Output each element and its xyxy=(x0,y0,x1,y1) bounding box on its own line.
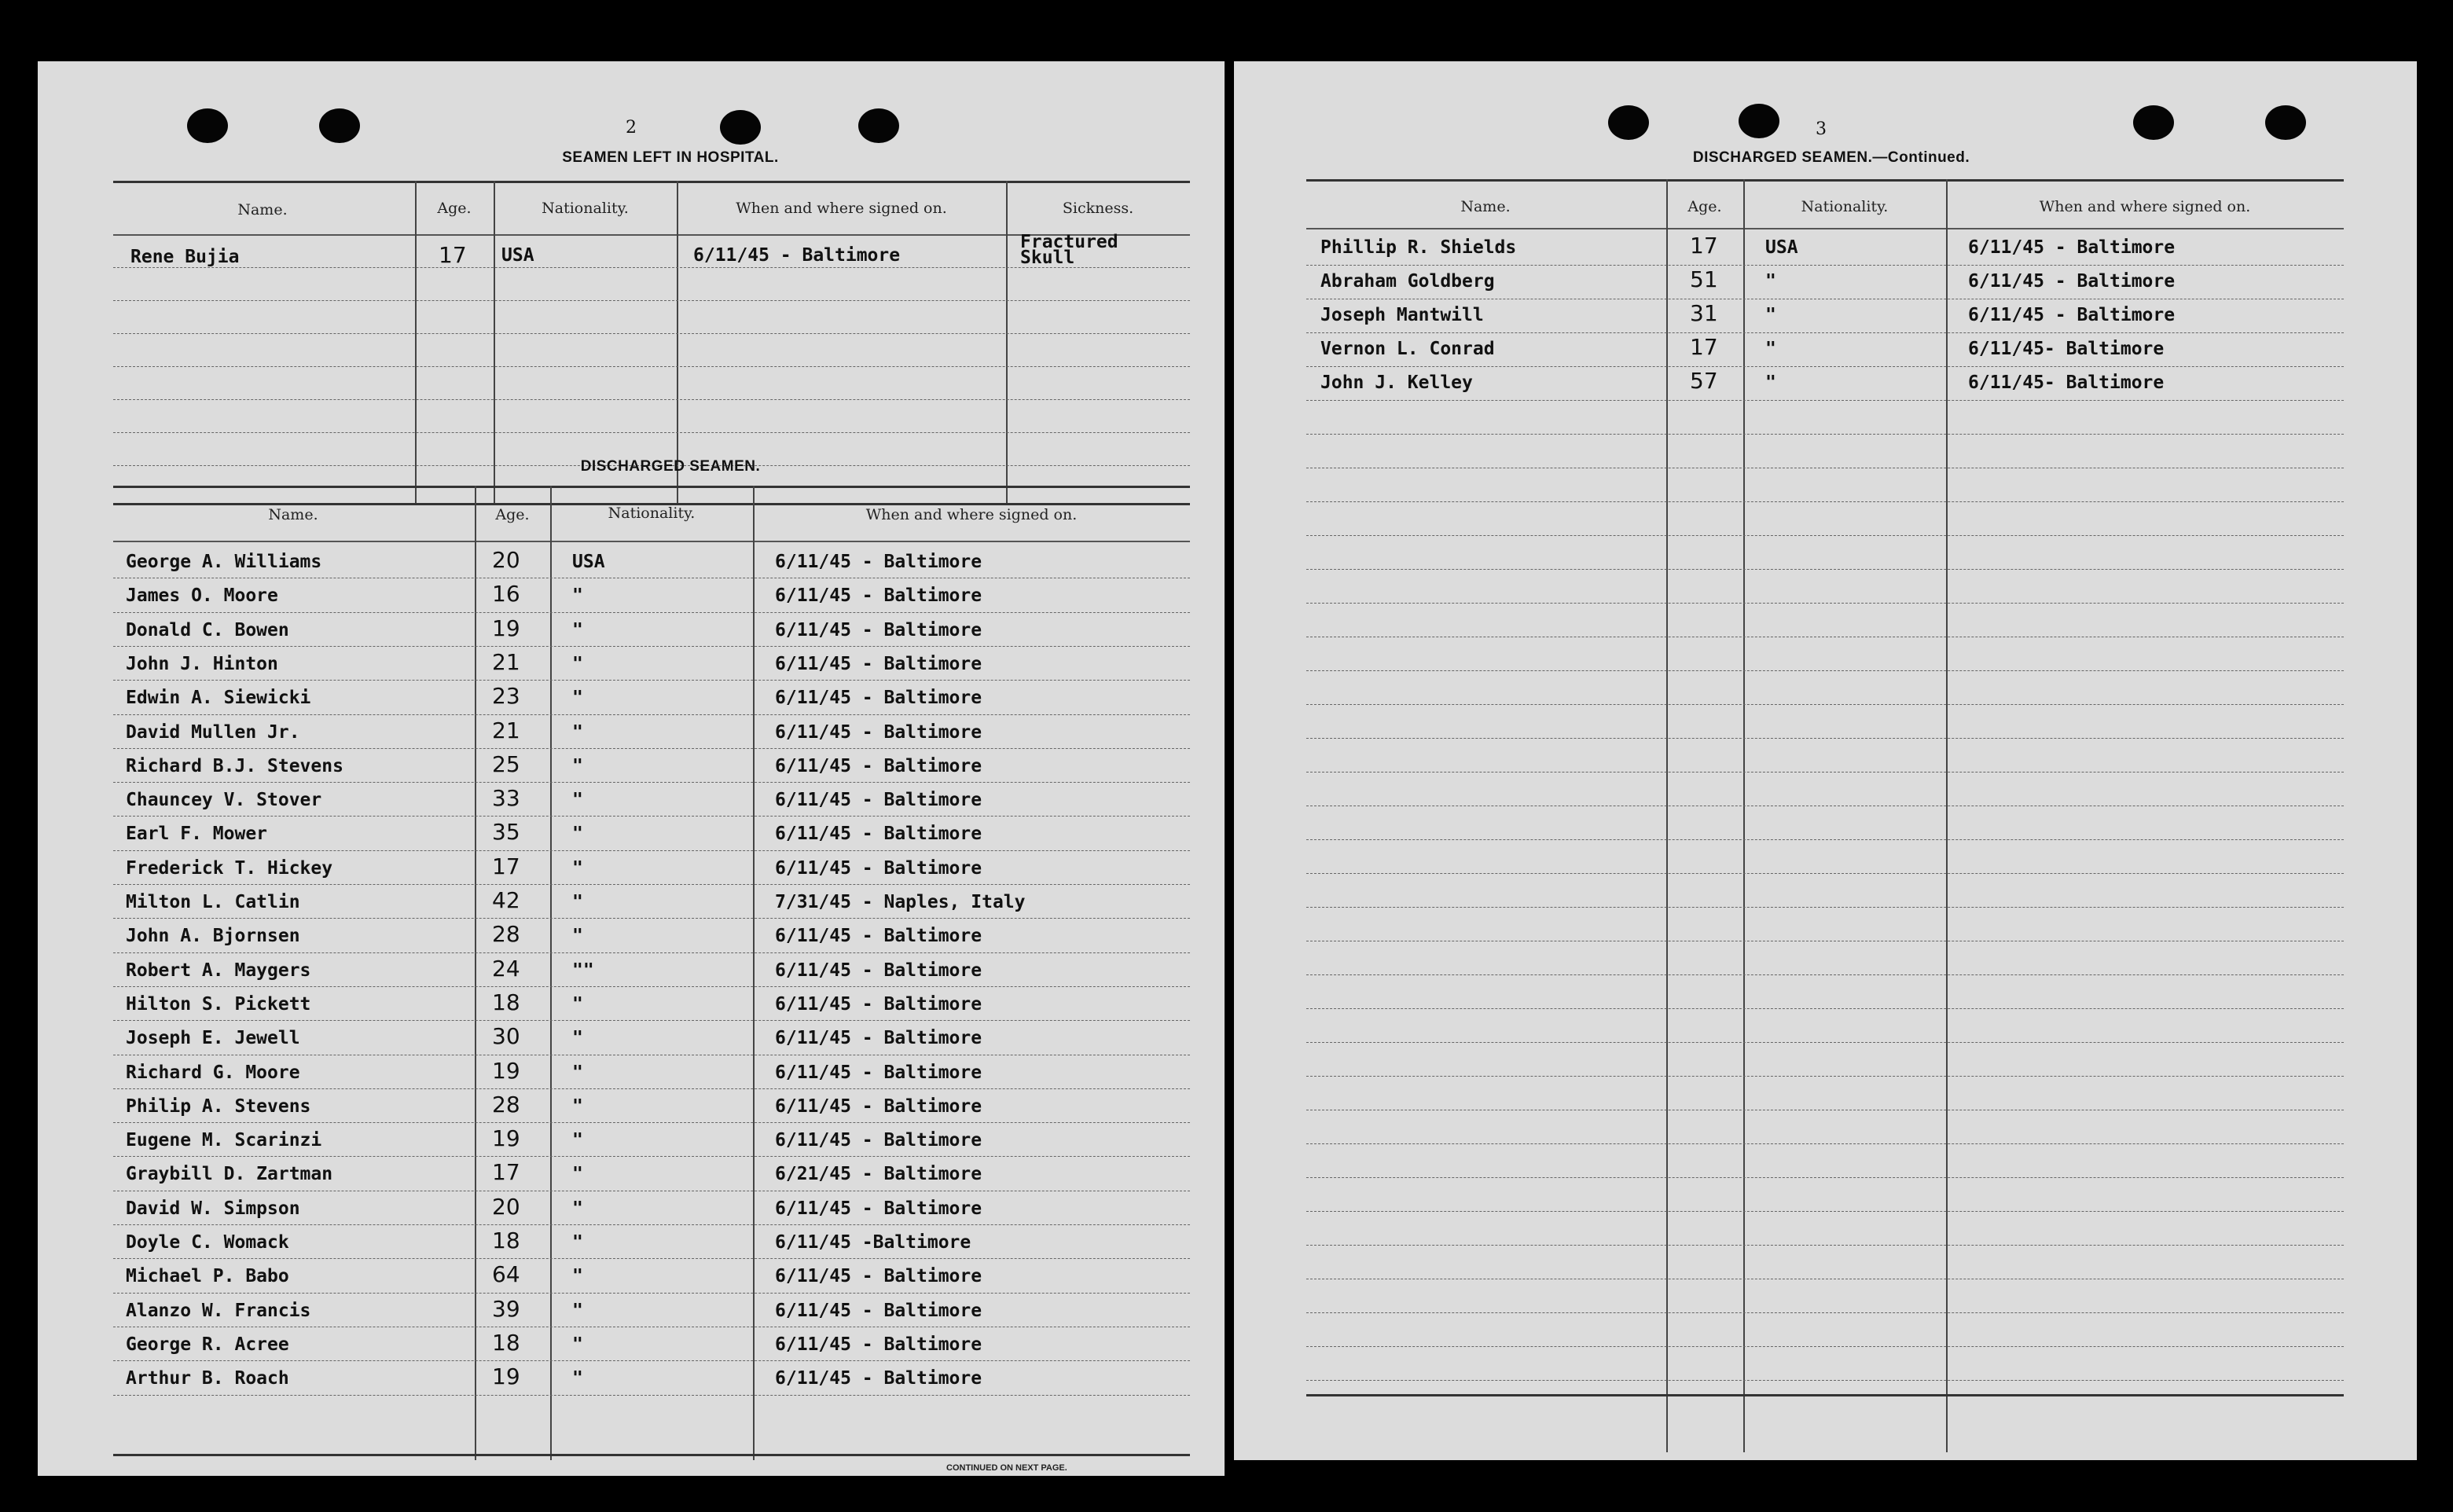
seaman-age: 28 xyxy=(492,1091,520,1117)
punch-hole xyxy=(1739,104,1779,138)
row-line xyxy=(113,432,1190,433)
row-line xyxy=(1306,603,2344,604)
seaman-name: John J. Hinton xyxy=(126,653,278,674)
row-line xyxy=(1306,332,2344,333)
row-line xyxy=(113,884,1190,885)
seaman-signed-on: 6/11/45 - Baltimore xyxy=(1968,271,2176,292)
seaman-nationality: " xyxy=(572,824,583,845)
column-divider xyxy=(494,181,495,503)
row-line xyxy=(1306,400,2344,401)
col-header-signed: When and where signed on. xyxy=(2039,198,2251,215)
discharged-title: DISCHARGED SEAMEN. xyxy=(580,458,761,475)
column-divider xyxy=(1743,179,1745,1452)
table-rule xyxy=(113,486,1190,488)
row-line xyxy=(1306,1177,2344,1178)
row-line xyxy=(113,1293,1190,1294)
seaman-name: Robert A. Maygers xyxy=(126,960,311,981)
hospital-name: Rene Bujia xyxy=(130,247,240,267)
row-line xyxy=(113,366,1190,367)
seaman-signed-on: 6/11/45 - Baltimore xyxy=(775,1368,982,1389)
row-line xyxy=(1306,501,2344,502)
seaman-signed-on: 6/11/45 - Baltimore xyxy=(775,721,982,743)
row-line xyxy=(1306,1380,2344,1381)
seaman-age: 17 xyxy=(492,853,520,879)
row-line xyxy=(1306,974,2344,975)
seaman-name: Doyle C. Womack xyxy=(126,1232,289,1253)
row-line xyxy=(113,1122,1190,1123)
seaman-nationality: " xyxy=(572,1028,583,1049)
punch-hole xyxy=(187,108,228,143)
row-line xyxy=(1306,1245,2344,1246)
row-line xyxy=(113,952,1190,953)
seaman-age: 17 xyxy=(1690,233,1718,259)
seaman-signed-on: 6/11/45 - Baltimore xyxy=(775,1198,982,1219)
row-line xyxy=(113,612,1190,613)
row-line xyxy=(1306,1312,2344,1313)
punch-hole xyxy=(720,110,761,145)
punch-hole xyxy=(1608,105,1649,140)
seaman-age: 21 xyxy=(492,717,520,743)
seaman-nationality: " xyxy=(1765,372,1776,393)
seaman-age: 30 xyxy=(492,1023,520,1050)
column-divider xyxy=(1946,179,1948,1452)
seaman-name: Hilton S. Pickett xyxy=(126,993,311,1015)
row-line xyxy=(113,816,1190,817)
seaman-name: Edwin A. Siewicki xyxy=(126,688,311,709)
seaman-signed-on: 6/11/45- Baltimore xyxy=(1968,339,2165,359)
seaman-age: 33 xyxy=(492,785,520,812)
hospital-sickness: Fractured Skull xyxy=(1020,232,1118,268)
seaman-nationality: " xyxy=(572,1164,583,1185)
seaman-nationality: " xyxy=(572,926,583,947)
col-header-name: Name. xyxy=(1460,198,1511,215)
seaman-nationality: " xyxy=(572,585,583,607)
seaman-nationality: USA xyxy=(572,552,605,572)
seaman-signed-on: 6/11/45 - Baltimore xyxy=(775,552,982,572)
row-line xyxy=(113,1156,1190,1157)
seaman-signed-on: 6/11/45 - Baltimore xyxy=(775,824,982,845)
col-header-name: Name. xyxy=(237,201,288,218)
seaman-nationality: " xyxy=(572,1198,583,1219)
seaman-age: 20 xyxy=(492,1193,520,1220)
row-line xyxy=(1306,873,2344,874)
row-line xyxy=(1306,670,2344,671)
seaman-age: 25 xyxy=(492,750,520,777)
seaman-signed-on: 6/11/45 - Baltimore xyxy=(775,1300,982,1321)
seaman-age: 18 xyxy=(492,989,520,1015)
seaman-name: Abraham Goldberg xyxy=(1320,271,1495,292)
seaman-nationality: " xyxy=(572,721,583,743)
seaman-signed-on: 6/11/45 - Baltimore xyxy=(775,1266,982,1287)
seaman-age: 39 xyxy=(492,1295,520,1322)
seaman-nationality: " xyxy=(572,1232,583,1253)
continued-title: DISCHARGED SEAMEN.—Continued. xyxy=(1692,149,1970,166)
seaman-age: 23 xyxy=(492,683,520,710)
seaman-signed-on: 6/11/45 - Baltimore xyxy=(775,1062,982,1083)
col-header-signed: When and where signed on. xyxy=(736,200,947,217)
seaman-signed-on: 6/11/45 -Baltimore xyxy=(775,1232,971,1253)
col-header-nationality: Nationality. xyxy=(542,200,629,217)
seaman-name: Milton L. Catlin xyxy=(126,892,300,912)
row-line xyxy=(1306,1042,2344,1043)
column-divider xyxy=(415,181,417,503)
seaman-signed-on: 6/11/45 - Baltimore xyxy=(775,653,982,674)
seaman-nationality: " xyxy=(1765,305,1776,325)
row-line xyxy=(1306,535,2344,536)
seaman-age: 24 xyxy=(492,955,520,982)
row-line xyxy=(113,1088,1190,1089)
seaman-nationality: " xyxy=(572,688,583,709)
hospital-nationality: USA xyxy=(501,245,534,266)
seaman-signed-on: 6/11/45 - Baltimore xyxy=(775,1334,982,1355)
seaman-nationality: " xyxy=(1765,339,1776,359)
seaman-nationality: " xyxy=(572,993,583,1015)
seaman-name: David W. Simpson xyxy=(126,1198,300,1219)
seaman-signed-on: 6/11/45 - Baltimore xyxy=(775,926,982,947)
seaman-signed-on: 6/11/45 - Baltimore xyxy=(1968,237,2176,258)
seaman-nationality: " xyxy=(572,653,583,674)
seaman-name: Phillip R. Shields xyxy=(1320,237,1517,258)
page-number: 2 xyxy=(626,118,637,138)
row-line xyxy=(113,850,1190,851)
seaman-name: David Mullen Jr. xyxy=(126,721,300,743)
punch-hole xyxy=(2265,105,2306,140)
seaman-age: 19 xyxy=(492,1125,520,1152)
continued-note: CONTINUED ON NEXT PAGE. xyxy=(946,1463,1067,1473)
row-line xyxy=(1306,839,2344,840)
column-divider xyxy=(550,486,552,1460)
table-rule xyxy=(113,181,1190,183)
row-line xyxy=(1306,1346,2344,1347)
row-line xyxy=(1306,1211,2344,1212)
row-line xyxy=(1306,772,2344,773)
seaman-name: John A. Bjornsen xyxy=(126,926,300,947)
seaman-name: Philip A. Stevens xyxy=(126,1095,311,1117)
seaman-nationality: " xyxy=(572,1062,583,1083)
seaman-signed-on: 6/11/45 - Baltimore xyxy=(775,585,982,607)
punch-hole xyxy=(319,108,360,143)
row-line xyxy=(1306,704,2344,705)
row-line xyxy=(113,918,1190,919)
seaman-age: 20 xyxy=(492,547,520,573)
table-rule xyxy=(113,541,1190,542)
row-line xyxy=(113,1224,1190,1225)
seaman-name: George R. Acree xyxy=(126,1334,289,1355)
seaman-nationality: " xyxy=(572,619,583,640)
row-line xyxy=(1306,1008,2344,1009)
col-header-nationality: Nationality. xyxy=(608,505,696,522)
seaman-signed-on: 6/11/45 - Baltimore xyxy=(775,993,982,1015)
seaman-age: 31 xyxy=(1690,300,1718,326)
row-line xyxy=(1306,265,2344,266)
seaman-nationality: " xyxy=(572,1300,583,1321)
seaman-nationality: " xyxy=(572,1368,583,1389)
hospital-age: 17 xyxy=(439,242,467,268)
row-line xyxy=(1306,366,2344,367)
row-line xyxy=(113,399,1190,400)
seaman-name: Chauncey V. Stover xyxy=(126,790,322,811)
row-line xyxy=(1306,569,2344,570)
seaman-name: Vernon L. Conrad xyxy=(1320,339,1495,359)
row-line xyxy=(113,333,1190,334)
seaman-nationality: " xyxy=(572,755,583,776)
table-rule xyxy=(1306,228,2344,229)
row-line xyxy=(113,986,1190,987)
seaman-age: 64 xyxy=(492,1261,520,1288)
seaman-name: Michael P. Babo xyxy=(126,1266,289,1287)
row-line xyxy=(1306,738,2344,739)
seaman-signed-on: 6/11/45 - Baltimore xyxy=(775,857,982,879)
seaman-name: Eugene M. Scarinzi xyxy=(126,1130,322,1151)
seaman-age: 28 xyxy=(492,921,520,948)
row-line xyxy=(113,714,1190,715)
seaman-name: Richard B.J. Stevens xyxy=(126,755,343,776)
seaman-signed-on: 6/11/45 - Baltimore xyxy=(775,755,982,776)
seaman-name: Donald C. Bowen xyxy=(126,619,289,640)
row-line xyxy=(1306,907,2344,908)
column-divider xyxy=(475,486,476,1460)
row-line xyxy=(1306,1143,2344,1144)
seaman-signed-on: 6/11/45 - Baltimore xyxy=(775,790,982,811)
seaman-nationality: " xyxy=(572,892,583,912)
row-line xyxy=(113,748,1190,749)
seaman-name: George A. Williams xyxy=(126,552,322,572)
seaman-nationality: " xyxy=(572,1095,583,1117)
seaman-nationality: " xyxy=(572,790,583,811)
row-line xyxy=(113,1360,1190,1361)
col-header-signed: When and where signed on. xyxy=(865,506,1078,523)
seaman-signed-on: 6/11/45 - Baltimore xyxy=(775,1130,982,1151)
punch-hole xyxy=(2133,105,2174,140)
column-divider xyxy=(753,486,755,1460)
right-page xyxy=(1234,61,2417,1460)
seaman-age: 17 xyxy=(492,1159,520,1186)
seaman-age: 19 xyxy=(492,615,520,641)
col-header-age: Age. xyxy=(1687,198,1722,215)
row-line xyxy=(113,1258,1190,1259)
page-number: 3 xyxy=(1816,119,1827,139)
row-line xyxy=(113,680,1190,681)
seaman-nationality: " xyxy=(572,857,583,879)
seaman-name: Frederick T. Hickey xyxy=(126,857,333,879)
seaman-name: James O. Moore xyxy=(126,585,278,607)
col-header-name: Name. xyxy=(268,506,318,523)
seaman-signed-on: 6/11/45 - Baltimore xyxy=(775,619,982,640)
seaman-name: Earl F. Mower xyxy=(126,824,268,845)
column-divider xyxy=(677,181,678,503)
seaman-age: 19 xyxy=(492,1363,520,1390)
seaman-age: 18 xyxy=(492,1228,520,1253)
seaman-name: Richard G. Moore xyxy=(126,1062,300,1083)
seaman-name: Joseph E. Jewell xyxy=(126,1028,300,1049)
seaman-signed-on: 6/11/45 - Baltimore xyxy=(775,1028,982,1049)
seaman-age: 16 xyxy=(492,581,520,607)
seaman-age: 51 xyxy=(1690,266,1718,292)
left-page xyxy=(38,61,1225,1476)
seaman-signed-on: 6/11/45 - Baltimore xyxy=(1968,305,2176,325)
column-divider xyxy=(1666,179,1668,1452)
seaman-signed-on: 6/11/45 - Baltimore xyxy=(775,960,982,981)
row-line xyxy=(1306,1076,2344,1077)
hospital-title: SEAMEN LEFT IN HOSPITAL. xyxy=(562,149,779,166)
seaman-name: Joseph Mantwill xyxy=(1320,305,1484,325)
seaman-age: 21 xyxy=(492,648,520,675)
seaman-age: 35 xyxy=(492,819,520,846)
seaman-name: Alanzo W. Francis xyxy=(126,1300,311,1321)
seaman-nationality: USA xyxy=(1765,237,1798,258)
row-line xyxy=(1306,434,2344,435)
seaman-nationality: " xyxy=(1765,271,1776,292)
seaman-age: 17 xyxy=(1690,334,1718,360)
seaman-nationality: " xyxy=(572,1266,583,1287)
row-line xyxy=(113,1395,1190,1396)
table-rule xyxy=(113,1454,1190,1456)
col-header-age: Age. xyxy=(495,506,530,523)
row-line xyxy=(113,1020,1190,1021)
seaman-nationality: "" xyxy=(572,960,594,981)
seaman-age: 57 xyxy=(1690,368,1718,394)
row-line xyxy=(113,646,1190,647)
seaman-signed-on: 6/11/45- Baltimore xyxy=(1968,372,2165,393)
row-line xyxy=(113,300,1190,301)
col-header-age: Age. xyxy=(437,200,472,217)
punch-hole xyxy=(858,108,899,143)
seaman-age: 42 xyxy=(492,887,520,913)
table-rule xyxy=(1306,1394,2344,1396)
seaman-age: 19 xyxy=(492,1057,520,1084)
seaman-signed-on: 6/21/45 - Baltimore xyxy=(775,1164,982,1185)
seaman-signed-on: 6/11/45 - Baltimore xyxy=(775,1095,982,1117)
column-divider xyxy=(1006,181,1008,503)
seaman-name: Graybill D. Zartman xyxy=(126,1164,333,1185)
seaman-name: John J. Kelley xyxy=(1320,372,1473,393)
seaman-age: 18 xyxy=(492,1329,520,1356)
table-rule xyxy=(1306,179,2344,182)
seaman-nationality: " xyxy=(572,1130,583,1151)
row-line xyxy=(113,782,1190,783)
seaman-signed-on: 6/11/45 - Baltimore xyxy=(775,688,982,709)
seaman-name: Arthur B. Roach xyxy=(126,1368,289,1389)
col-header-nationality: Nationality. xyxy=(1801,198,1889,215)
hospital-signed: 6/11/45 - Baltimore xyxy=(693,245,901,266)
seaman-nationality: " xyxy=(572,1334,583,1355)
seaman-signed-on: 7/31/45 - Naples, Italy xyxy=(775,892,1026,912)
col-header-sickness: Sickness. xyxy=(1062,200,1134,217)
